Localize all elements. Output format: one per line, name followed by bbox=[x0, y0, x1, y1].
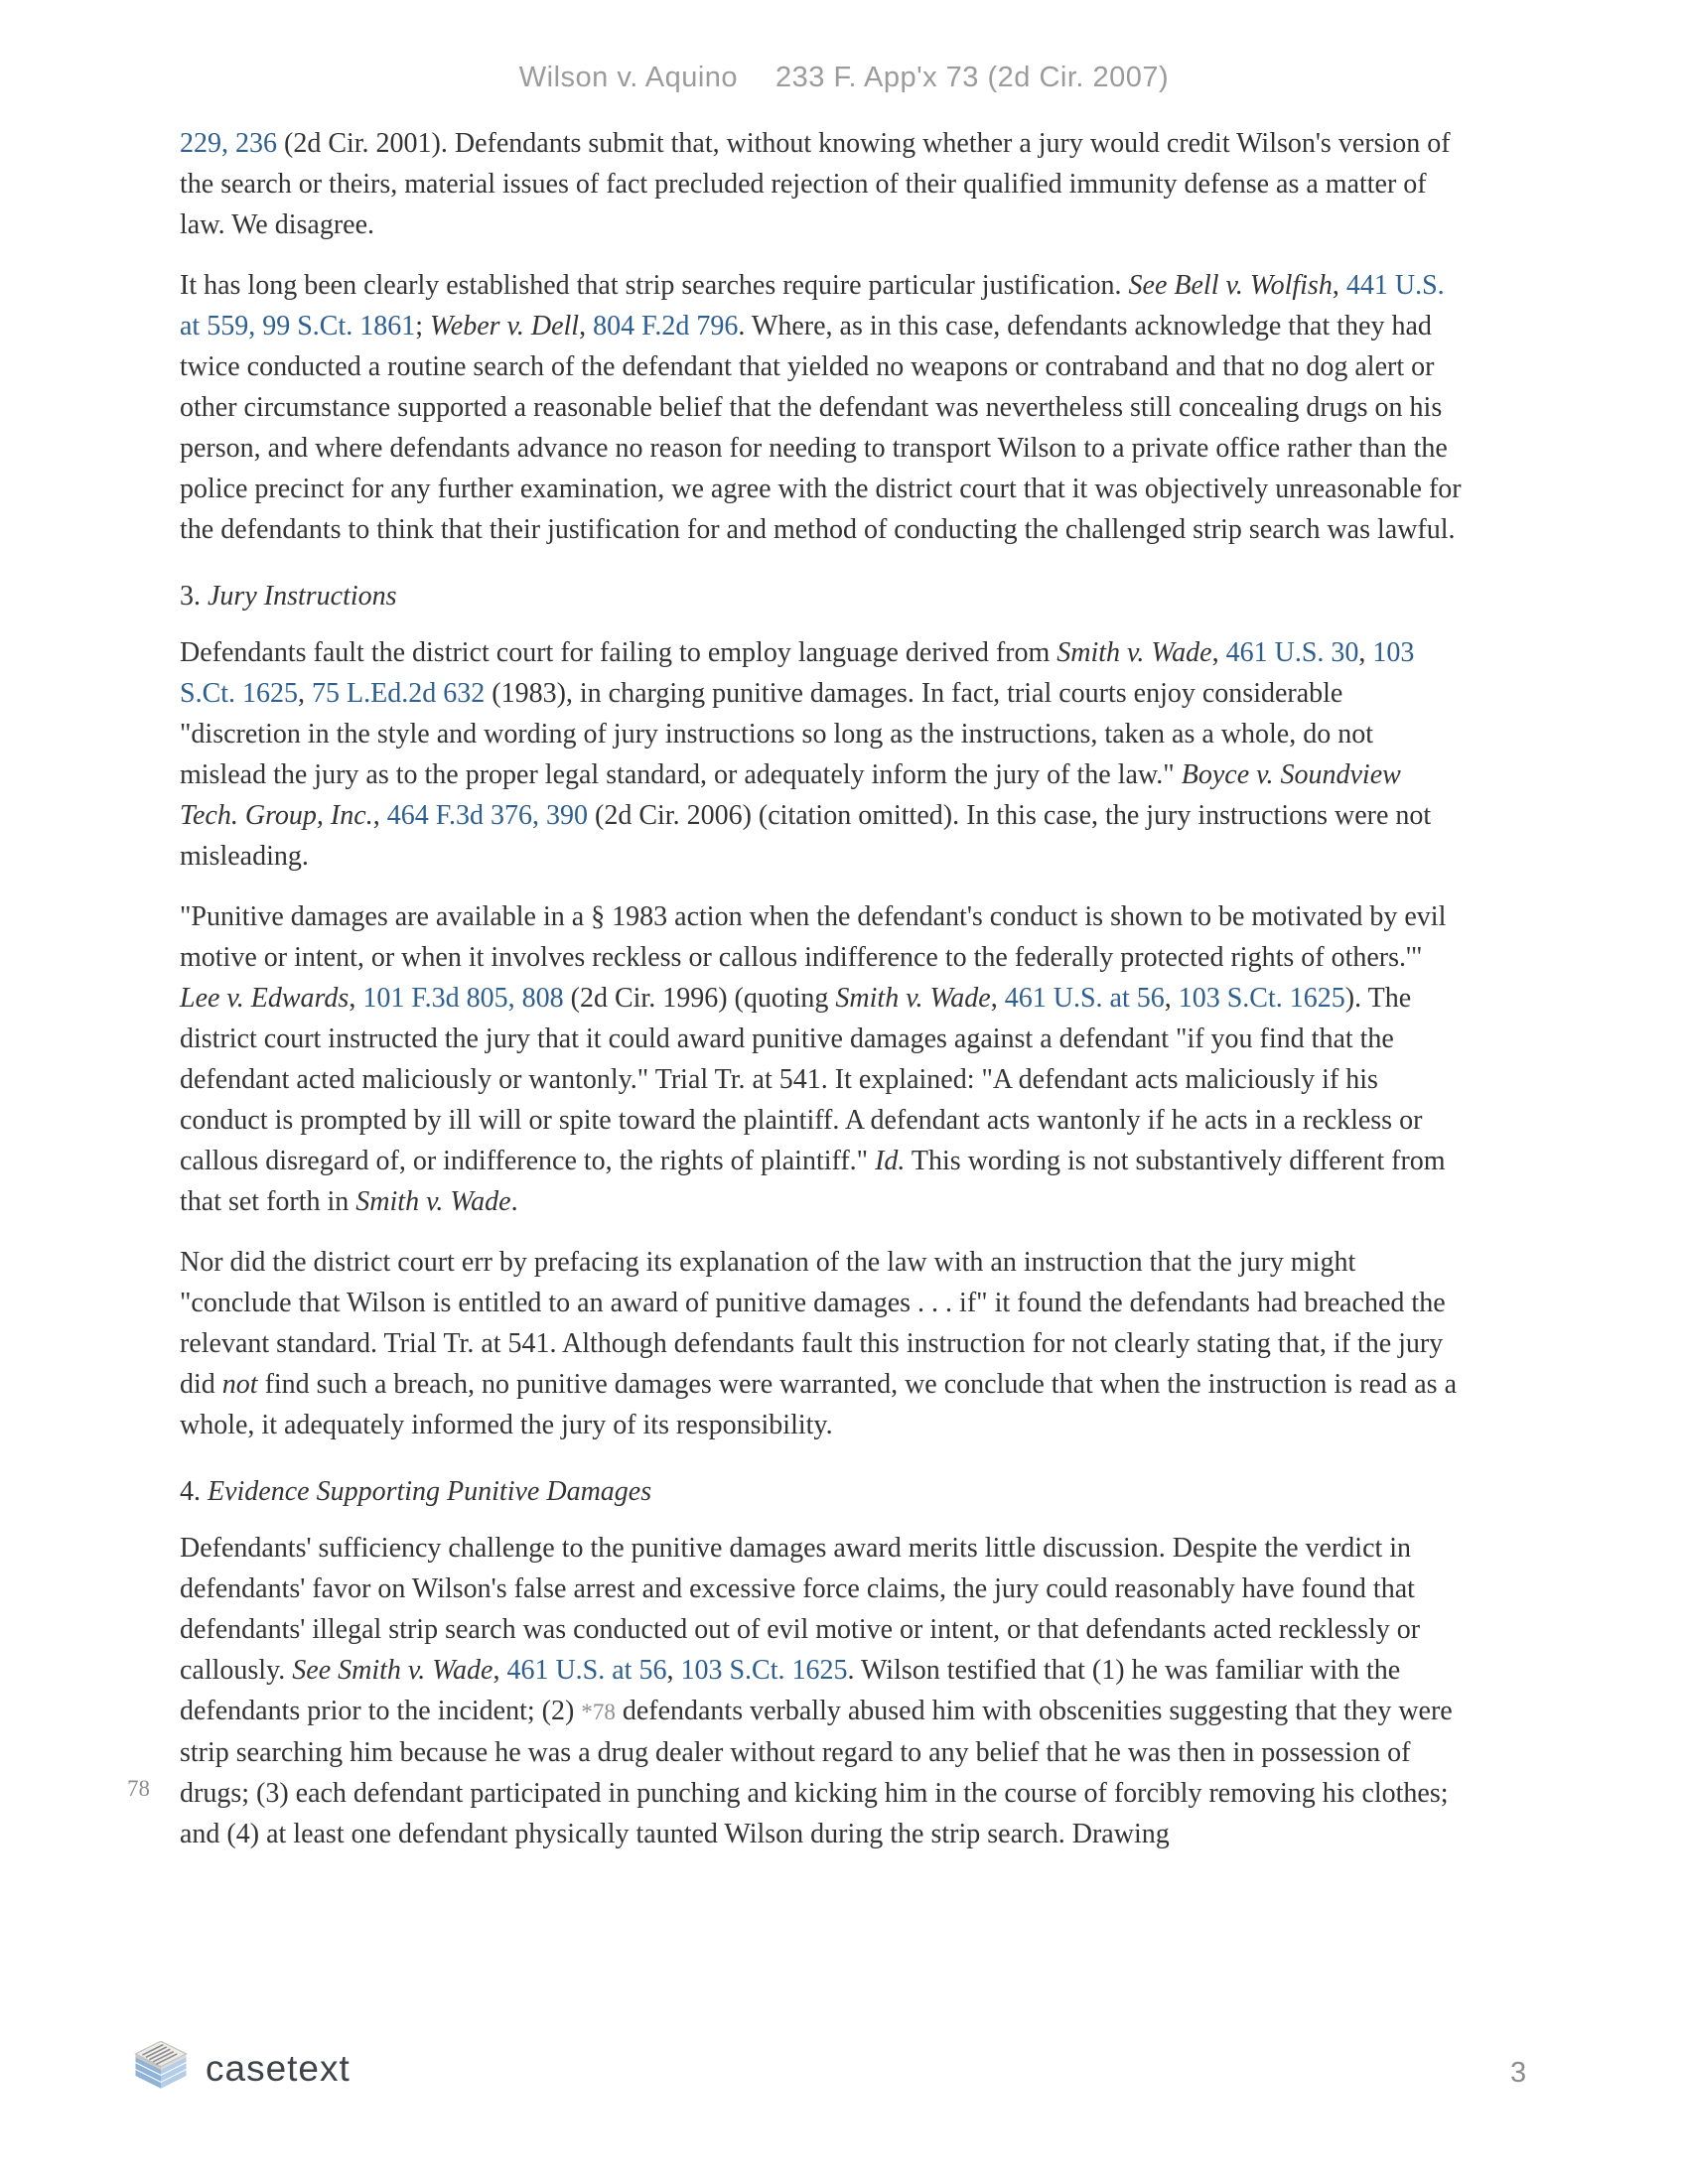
text-run: , bbox=[666, 1655, 681, 1686]
citation-link[interactable]: 461 U.S. 30 bbox=[1225, 637, 1359, 668]
casetext-footer bbox=[132, 2041, 351, 2097]
italic-text: Evidence Supporting Punitive Damages bbox=[208, 1476, 652, 1507]
text-run: . Where, as in this case, defendants acknowledge that they had twice conducted a routine search of the defendant that yielded no weapons or contraband and that no dog alert or other circumstance supported a reasonable belief that the defendant was nevertheless still concealing drugs on his person, and where defendants advance no reason for needing to transport Wilson to a private office rather than the police precinct for any further examination, we agree with the district court that it was objectively unreasonable for the defendants to think that their justification for and method of conducting the challenged strip search was lawful. bbox=[180, 311, 1462, 545]
text-run: , bbox=[492, 1655, 507, 1686]
citation-link[interactable]: 464 F.3d 376, 390 bbox=[386, 800, 589, 831]
text-run: ; bbox=[415, 311, 431, 341]
case-header bbox=[0, 62, 1688, 94]
italic-text: Jury Instructions bbox=[208, 581, 397, 612]
text-run: , bbox=[1358, 637, 1373, 668]
text-run: , bbox=[349, 983, 363, 1014]
paragraph bbox=[180, 896, 1463, 1222]
case-title: Wilson v. Aquino bbox=[518, 62, 739, 93]
citation-link[interactable]: 103 S.Ct. 1625 bbox=[180, 637, 1415, 709]
text-run: (2d Cir. 2006) (citation omitted). In this case, the jury instructions were not misleading. bbox=[180, 800, 1432, 872]
text-run: Defendants' sufficiency challenge to the punitive damages award merits little discussion. Despite the verdict in defendants' favor on Wilson's false arrest and excessive force claims, the jury could reasonably have found that defendants' illegal strip search was conducted out of evil motive or intent, or that defendants acted recklessly or callously. bbox=[180, 1533, 1421, 1686]
section-heading bbox=[180, 1471, 1463, 1512]
text-run: Defendants fault the district court for failing to employ language derived from bbox=[180, 637, 1057, 668]
text-run: , bbox=[372, 800, 387, 831]
text-run: , bbox=[298, 678, 313, 709]
citation-link[interactable]: 229, 236 bbox=[180, 128, 277, 159]
casetext-logo-icon bbox=[132, 2041, 190, 2097]
italic-text: Smith v. Wade bbox=[1056, 637, 1212, 668]
citation-link[interactable]: 75 L.Ed.2d 632 bbox=[312, 678, 486, 709]
citation-link[interactable]: 441 U.S. at 559, 99 S.Ct. 1861 bbox=[180, 270, 1445, 341]
text-run: (2d Cir. 2001). Defendants submit that, without knowing whether a jury would credit Wilson's version of the search or theirs, material issues of fact precluded rejection of their qualified immunity defense as a matter of law. We disagree. bbox=[180, 128, 1451, 240]
citation-link[interactable]: 804 F.2d 796 bbox=[593, 311, 739, 341]
text-run: defendants verbally abused him with obscenities suggesting that they were strip searching him because he was a drug dealer without regard to any belief that he was then in possession of drugs; (3) each defendant participated in punching and kicking him in the course of forcibly removing his clothes; and (4) at least one defendant physically taunted Wilson during the strip search. Drawing bbox=[180, 1696, 1453, 1849]
italic-text: Lee v. Edwards bbox=[180, 983, 350, 1014]
text-run: Nor did the district court err by prefacing its explanation of the law with an instruction that the jury might "conclude that Wilson is entitled to an award of punitive damages . . . if" it found the defendants had breached the relevant standard. Trial Tr. at 541. Although defendants fault this instruction for not clearly stating that, if the jury did bbox=[180, 1247, 1446, 1400]
italic-text: Id. bbox=[875, 1146, 906, 1176]
text-run: 3. bbox=[180, 581, 208, 612]
citation-link[interactable]: 103 S.Ct. 1625 bbox=[1178, 983, 1345, 1014]
citation-link[interactable]: 461 U.S. at 56 bbox=[506, 1655, 667, 1686]
text-run: "Punitive damages are available in a § 1983 action when the defendant's conduct is shown to be motivated by evil motive or intent, or when it involves reckless or callous indifference to the federally protected rights of others.'" bbox=[180, 901, 1447, 973]
casetext-wordmark: casetext bbox=[206, 2048, 351, 2089]
citation-link[interactable]: 461 U.S. at 56 bbox=[1004, 983, 1165, 1014]
star-pagination-marker: *78 bbox=[581, 1700, 616, 1724]
text-run: ). The district court instructed the jury that it could award punitive damages against a defendant "if you find that the defendant acted maliciously or wantonly." Trial Tr. at 541. It explained: "A defendant acts maliciously if his conduct is prompted by ill will or spite toward the plaintiff. A defendant acts wantonly if he acts in a reckless or callous disregard of, or indifference to, the rights of plaintiff." bbox=[180, 983, 1423, 1176]
italic-text: Boyce v. Soundview Tech. Group, Inc. bbox=[180, 759, 1401, 831]
star-page-margin-note: 78 bbox=[127, 1776, 150, 1801]
text-run: , bbox=[990, 983, 1005, 1014]
paragraph bbox=[180, 123, 1463, 245]
italic-text: See Smith v. Wade bbox=[292, 1655, 493, 1686]
citation-link[interactable]: 101 F.3d 805, 808 bbox=[362, 983, 564, 1014]
text-run: , bbox=[1164, 983, 1179, 1014]
italic-text: not bbox=[221, 1369, 258, 1400]
text-run: (2d Cir. 1996) (quoting bbox=[563, 983, 836, 1014]
paragraph bbox=[180, 1242, 1463, 1445]
text-run: , bbox=[1211, 637, 1226, 668]
case-citation: 233 F. App'x 73 (2d Cir. 2007) bbox=[775, 62, 1170, 93]
italic-text: See Bell v. Wolfish bbox=[1128, 270, 1333, 301]
text-run: It has long been clearly established that strip searches require particular justification. bbox=[180, 270, 1129, 301]
paragraph bbox=[180, 265, 1463, 550]
italic-text: Weber v. Dell bbox=[430, 311, 580, 341]
text-run: find such a breach, no punitive damages were warranted, we conclude that when the instruction is read as a whole, it adequately informed the jury of its responsibility. bbox=[180, 1369, 1458, 1440]
italic-text: Smith v. Wade bbox=[835, 983, 991, 1014]
text-run: , bbox=[579, 311, 594, 341]
citation-link[interactable]: 103 S.Ct. 1625 bbox=[680, 1655, 848, 1686]
text-run: , bbox=[1332, 270, 1346, 301]
text-run: . bbox=[510, 1186, 518, 1217]
text-run: . Wilson testified that (1) he was familiar with the defendants prior to the incident; (2) bbox=[180, 1655, 1401, 1726]
text-run: (1983), in charging punitive damages. In fact, trial courts enjoy considerable "discretion in the style and wording of jury instructions so long as the instructions, taken as a whole, do not mislead the jury as to the proper legal standard, or adequately inform the jury of the law." bbox=[180, 678, 1374, 790]
paragraph bbox=[180, 632, 1463, 877]
section-heading bbox=[180, 576, 1463, 616]
opinion-body bbox=[180, 123, 1463, 1874]
paragraph bbox=[180, 1528, 1463, 1854]
page-number: 3 bbox=[1510, 2057, 1527, 2089]
italic-text: Smith v. Wade bbox=[355, 1186, 511, 1217]
text-run: 4. bbox=[180, 1476, 208, 1507]
text-run: This wording is not substantively different from that set forth in bbox=[180, 1146, 1446, 1217]
